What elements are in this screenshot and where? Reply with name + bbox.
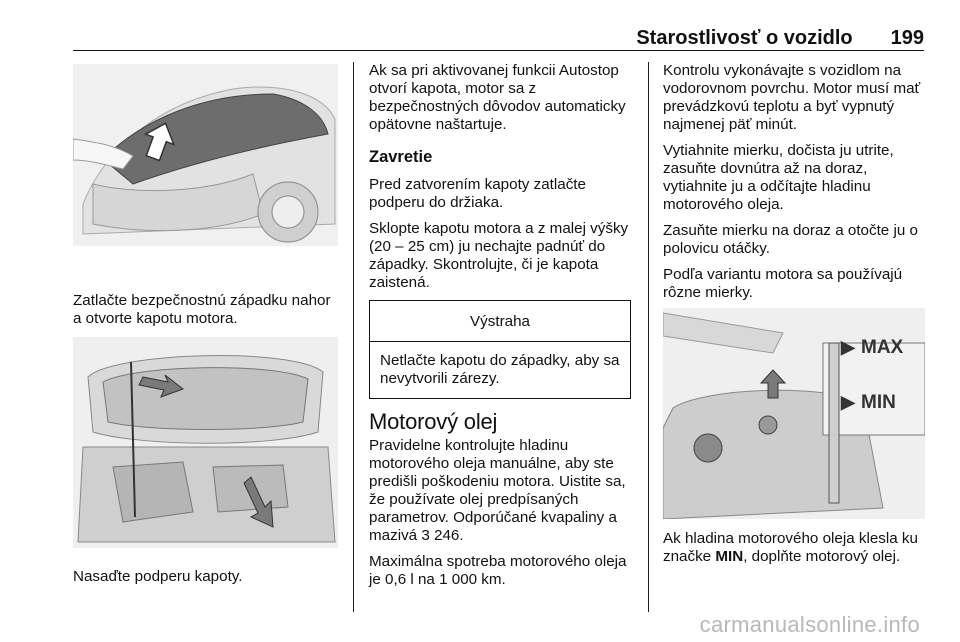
header-rule: [73, 50, 924, 51]
oil-paragraph-1: [369, 437, 631, 545]
warning-body: Netlačte kapotu do západky, aby sa nevytvorili zárezy.: [380, 352, 620, 387]
caption-post: , doplňte motorový olej.: [743, 548, 901, 565]
caption-min-keyword: MIN: [715, 548, 744, 565]
dipstick-max-label: MAX: [861, 337, 904, 358]
closing-heading: Zavretie: [369, 148, 433, 166]
caption-hood-release: [73, 292, 338, 336]
dipstick-illustration: [663, 308, 925, 519]
svg-text:▶: ▶: [841, 392, 855, 412]
column-3: [663, 62, 925, 310]
oil-paragraph-1-text: Pravidelne kontrolujte hladinu motorového oleja manuálne, aby ste predišli poškodeniu motora. Uistite sa, že používate olej predpísaných parametrov. Odporúčané kvapaliny a mazivá: [369, 437, 626, 544]
closing-paragraph-1: Pred zatvorením kapoty zatlačte podperu do držiaka.: [369, 176, 586, 211]
page-header: [73, 26, 924, 50]
oil-paragraph-2: Maximálna spotreba motorového oleja je 0,6 l na 1 000 km.: [369, 553, 627, 588]
warning-box: [369, 300, 631, 399]
check-paragraph-2: Vytiahnite mierku, dočista ju utrite, zasuňte dovnútra až na doraz, vytiahnite ju a odčítajte hladinu motorového oleja.: [663, 142, 894, 213]
svg-text:▶: ▶: [841, 337, 855, 357]
watermark: carmanualsonline.info: [699, 612, 920, 637]
dipstick-caption: [663, 530, 925, 574]
section-title: Starostlivosť o vozidlo: [636, 26, 853, 49]
dipstick-min-label: MIN: [861, 392, 896, 413]
caption-pre: Ak hladina motorového oleja klesla ku značke: [663, 530, 918, 565]
column-2: [369, 62, 631, 597]
page-reference: 3 246.: [421, 527, 464, 544]
check-paragraph-3: Zasuňte mierku na doraz a otočte ju o polovicu otáčky.: [663, 222, 918, 257]
caption-text-1: Zatlačte bezpečnostnú západku nahor a otvorte kapotu motora.: [73, 292, 331, 327]
dipstick-caption-text: [663, 530, 925, 566]
page-number: 199: [890, 26, 924, 49]
check-paragraph-1: Kontrolu vykonávajte s vozidlom na vodorovnom povrchu. Motor musí mať prevádzkovú teplotu a byť vypnutý najmenej päť minút.: [663, 62, 921, 133]
hood-release-illustration: [73, 64, 338, 246]
check-paragraph-4: Podľa variantu motora sa používajú rôzne mierky.: [663, 266, 903, 301]
column-divider-1: [353, 62, 354, 612]
caption-hood-prop: [73, 568, 338, 594]
warning-title: Výstraha: [370, 301, 630, 342]
column-divider-2: [648, 62, 649, 612]
hood-prop-illustration: [73, 337, 338, 548]
caption-text-2: Nasaďte podperu kapoty.: [73, 568, 243, 585]
engine-oil-heading: Motorový olej: [369, 409, 498, 434]
closing-paragraph-2: Sklopte kapotu motora a z malej výšky (20 – 25 cm) ju nechajte padnúť do západky. Skontrolujte, či je kapota zaistená.: [369, 220, 629, 291]
autostop-paragraph: Ak sa pri aktivovanej funkcii Autostop otvorí kapota, motor sa z bezpečnostných dôvodov automaticky opätovne naštartuje.: [369, 62, 626, 133]
